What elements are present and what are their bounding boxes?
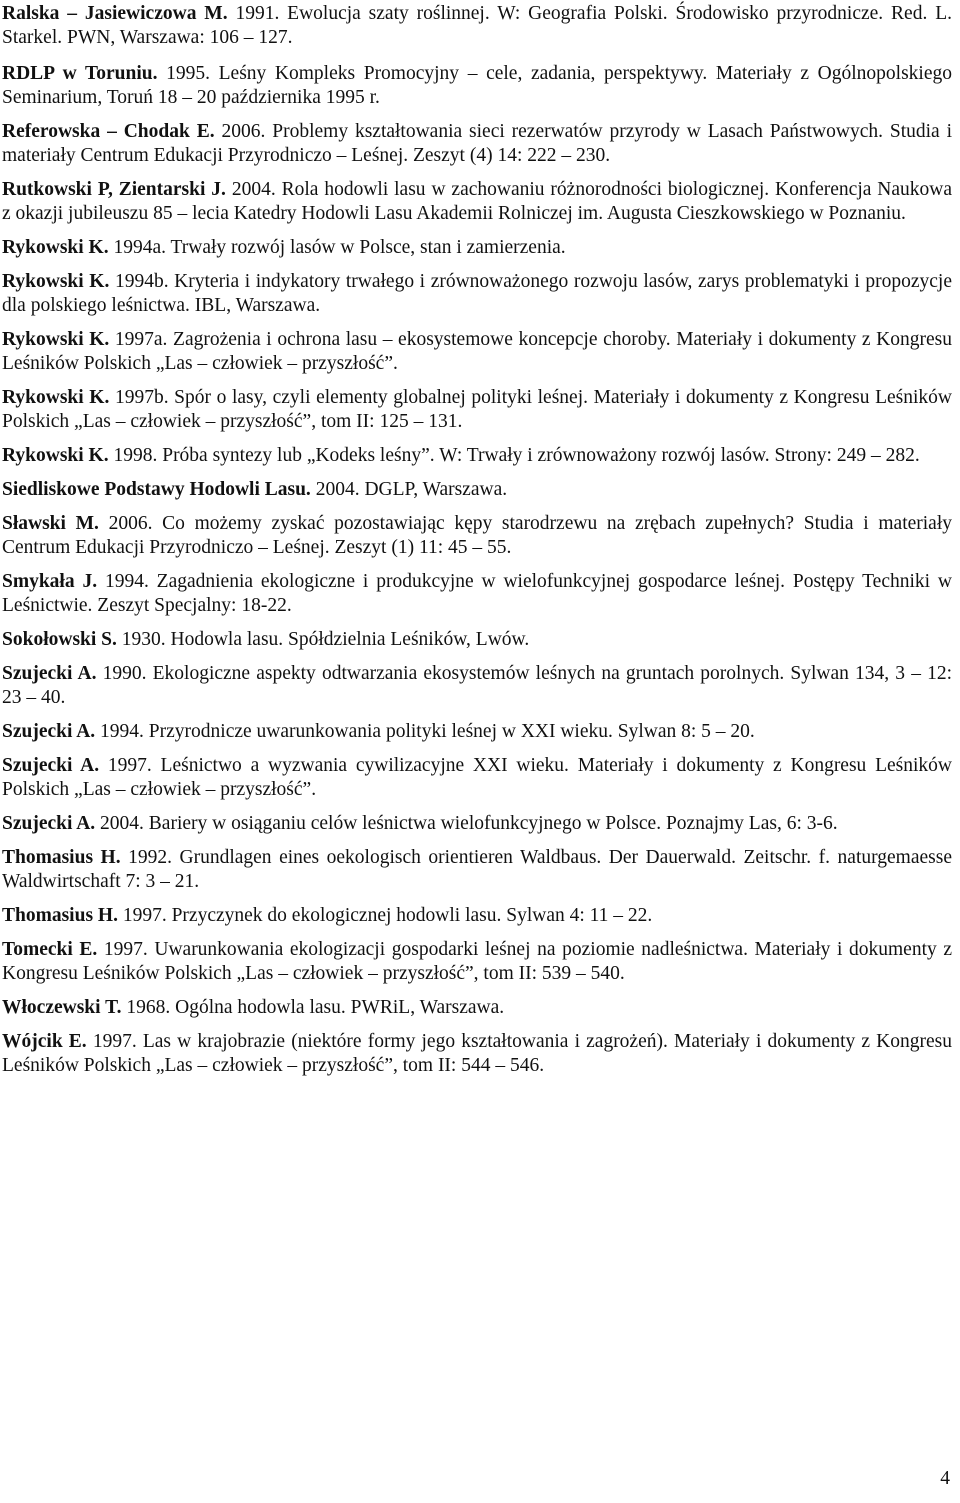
reference-text: 1994b. Kryteria i indykatory trwałego i zrównoważonego rozwoju lasów, zarys problematyki i propozycje dla polskiego leśnictwa. IBL, Warszawa. (2, 271, 953, 316)
reference-text: 2004. Rola hodowli lasu w zachowaniu różnorodności biologicznej. Konferencja Naukowa z okazji jubileuszu 85 – lecia Katedry Hodowli Lasu Akademii Rolniczej im. Augusta Cieszkowskiego w Poznaniu. (2, 179, 953, 224)
reference-author: Włoczewski T. (2, 997, 122, 1018)
reference-text: 1992. Grundlagen eines oekologisch orientieren Waldbaus. Der Dauerwald. Zeitschr. f. naturgemaesse Waldwirtschaft 7: 3 – 21. (2, 847, 952, 892)
reference-author: Ralska – Jasiewiczowa M. (2, 3, 228, 24)
reference-entry (2, 444, 952, 468)
reference-entry (2, 628, 952, 652)
reference-author: Szujecki A. (2, 663, 97, 684)
reference-entry (2, 720, 952, 744)
reference-entry (2, 512, 952, 560)
reference-text: 1998. Próba syntezy lub „Kodeks leśny”. W: Trwały i zrównoważony rozwój lasów. Strony: 249 – 282. (113, 445, 920, 466)
reference-author: Sokołowski S. (2, 629, 117, 650)
reference-entry (2, 236, 952, 260)
reference-author: Referowska – Chodak E. (2, 121, 215, 142)
reference-author: Szujecki A. (2, 721, 96, 742)
reference-author: Wójcik E. (2, 1031, 87, 1052)
reference-text: 1997. Las w krajobrazie (niektóre formy jego kształtowania i zagrożeń). Materiały i dokumenty z Kongresu Leśników Polskich „Las – człowiek – przyszłość”, tom II: 544 – 546. (2, 1031, 952, 1076)
reference-author: Rykowski K. (2, 329, 110, 350)
reference-entry (2, 2, 952, 50)
reference-author: Sławski M. (2, 513, 99, 534)
reference-text: 1997b. Spór o lasy, czyli elementy globalnej polityki leśnej. Materiały i dokumenty z Kongresu Leśników Polskich „Las – człowiek – przyszłość”, tom II: 125 – 131. (2, 387, 952, 432)
reference-text: 2006. Co możemy zyskać pozostawiając kępy starodrzewu na zrębach zupełnych? Studia i materiały Centrum Edukacji Przyrodniczo – Leśnej. Zeszyt (1) 11: 45 – 55. (2, 513, 952, 558)
reference-entry (2, 938, 952, 986)
reference-entry (2, 270, 952, 318)
reference-author: Siedliskowe Podstawy Hodowli Lasu. (2, 479, 311, 500)
reference-entry (2, 178, 952, 226)
reference-text: 1997. Leśnictwo a wyzwania cywilizacyjne XXI wieku. Materiały i dokumenty z Kongresu Leśników Polskich „Las – człowiek – przyszłość”. (2, 755, 952, 800)
reference-entry (2, 1030, 952, 1078)
reference-text: 2004. Bariery w osiąganiu celów leśnictwa wielofunkcyjnego w Polsce. Poznajmy Las, 6: 3-6. (100, 813, 838, 834)
reference-entry (2, 662, 952, 710)
reference-author: Rykowski K. (2, 445, 109, 466)
reference-author: Rykowski K. (2, 237, 109, 258)
reference-entry (2, 328, 952, 376)
reference-author: Rykowski K. (2, 387, 110, 408)
reference-author: Thomasius H. (2, 847, 121, 868)
reference-entry (2, 120, 952, 168)
reference-author: Smykała J. (2, 571, 98, 592)
reference-text: 1994. Przyrodnicze uwarunkowania polityki leśnej w XXI wieku. Sylwan 8: 5 – 20. (100, 721, 755, 742)
reference-entry (2, 996, 952, 1020)
reference-text: 1991. Ewolucja szaty roślinnej. W: Geografia Polski. Środowisko przyrodnicze. Red. L. Starkel. PWN, Warszawa: 106 – 127. (2, 3, 952, 48)
reference-text: 1994a. Trwały rozwój lasów w Polsce, stan i zamierzenia. (113, 237, 566, 258)
reference-author: Rykowski K. (2, 271, 110, 292)
reference-entry (2, 570, 952, 618)
reference-text: 1995. Leśny Kompleks Promocyjny – cele, zadania, perspektywy. Materiały z Ogólnopolskiego Seminarium, Toruń 18 – 20 października 1995 r. (2, 63, 952, 108)
reference-author: Thomasius H. (2, 905, 118, 926)
reference-text: 1968. Ogólna hodowla lasu. PWRiL, Warszawa. (126, 997, 505, 1018)
reference-text: 1997. Uwarunkowania ekologizacji gospodarki leśnej na poziomie nadleśnictwa. Materiały i dokumenty z Kongresu Leśników Polskich „Las – człowiek – przyszłość”, tom II: 539 – 540. (2, 939, 952, 984)
reference-text: 1990. Ekologiczne aspekty odtwarzania ekosystemów leśnych na gruntach porolnych. Sylwan 134, 3 – 12: 23 – 40. (2, 663, 953, 708)
reference-entry (2, 904, 952, 928)
reference-text: 1994. Zagadnienia ekologiczne i produkcyjne w wielofunkcyjnej gospodarce leśnej. Postępy Techniki w Leśnictwie. Zeszyt Specjalny: 18-22. (2, 571, 952, 616)
reference-entry (2, 386, 952, 434)
reference-author: Szujecki A. (2, 755, 100, 776)
reference-author: Rutkowski P, Zientarski J. (2, 179, 226, 200)
reference-entry (2, 478, 952, 502)
reference-entry (2, 812, 952, 836)
reference-text: 1997. Przyczynek do ekologicznej hodowli lasu. Sylwan 4: 11 – 22. (122, 905, 653, 926)
reference-text: 1997a. Zagrożenia i ochrona lasu – ekosystemowe koncepcje choroby. Materiały i dokumenty z Kongresu Leśników Polskich „Las – człowiek – przyszłość”. (2, 329, 952, 374)
reference-author: Tomecki E. (2, 939, 98, 960)
reference-author: RDLP w Toruniu. (2, 63, 158, 84)
reference-text: 2006. Problemy kształtowania sieci rezerwatów przyrody w Lasach Państwowych. Studia i materiały Centrum Edukacji Przyrodniczo – Leśnej. Zeszyt (4) 14: 222 – 230. (2, 121, 953, 166)
reference-entry (2, 846, 952, 894)
reference-text: 1930. Hodowla lasu. Spółdzielnia Leśników, Lwów. (121, 629, 530, 650)
reference-text: 2004. DGLP, Warszawa. (315, 479, 508, 500)
page-number: 4 (940, 1468, 950, 1489)
reference-entry (2, 62, 952, 110)
reference-entry (2, 754, 952, 802)
reference-author: Szujecki A. (2, 813, 96, 834)
